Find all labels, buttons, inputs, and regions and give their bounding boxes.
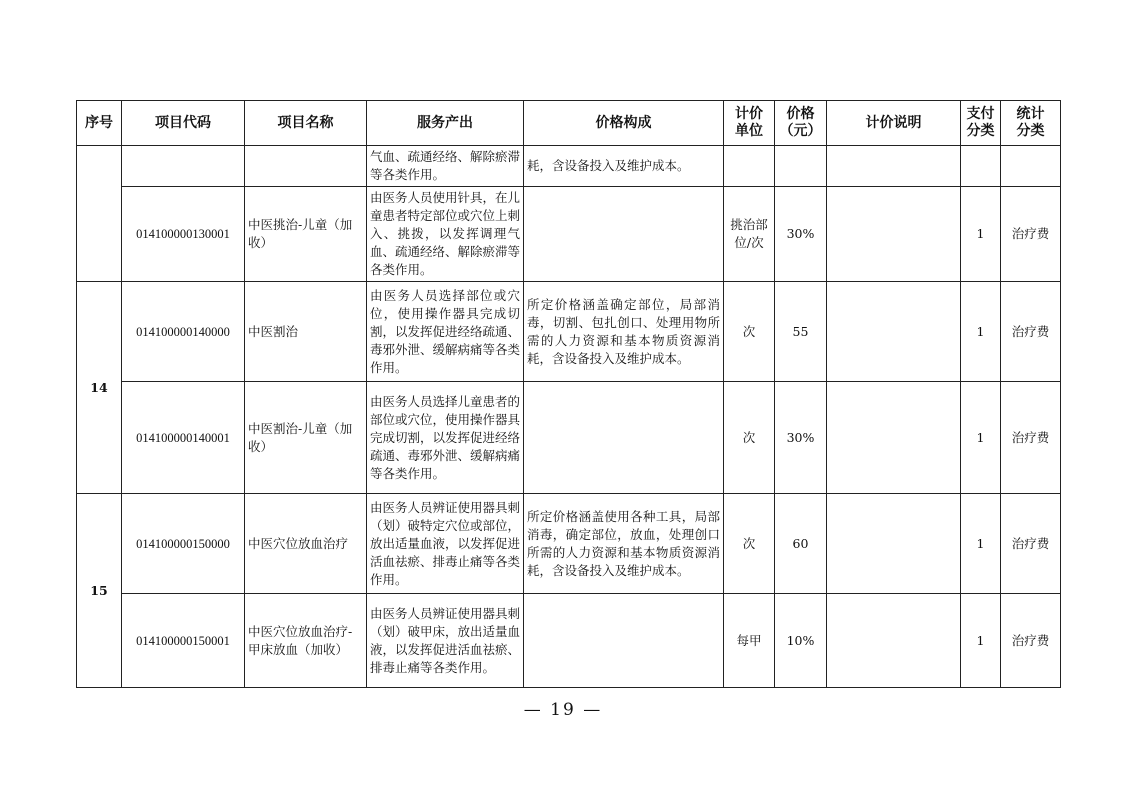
cell-pay: 1 xyxy=(961,494,1001,594)
cell-unit: 每甲 xyxy=(724,594,775,688)
cell-service: 气血、疏通经络、解除瘀滞等各类作用。 xyxy=(367,146,524,187)
cell-code: 014100000140000 xyxy=(122,282,245,382)
header-unit xyxy=(724,101,775,146)
header-name: 项目名称 xyxy=(245,101,367,146)
table-header xyxy=(77,101,1061,146)
header-price-line1: 价格 xyxy=(786,106,815,122)
cell-service: 由医务人员使用针具，在儿童患者特定部位或穴位上刺入、挑拨，以发挥调理气血、疏通经络、解除瘀滞等各类作用。 xyxy=(367,187,524,282)
cell-name: 中医挑治-儿童（加收） xyxy=(245,187,367,282)
cell-seq: 15 xyxy=(77,494,122,688)
cell-unit: 次 xyxy=(724,494,775,594)
cell-price xyxy=(775,146,827,187)
header-price xyxy=(775,101,827,146)
cell-pay: 1 xyxy=(961,282,1001,382)
header-unit-line2: 单位 xyxy=(735,123,763,139)
cell-price: 30% xyxy=(775,187,827,282)
cell-name: 中医割治-儿童（加收） xyxy=(245,382,367,494)
cell-name: 中医穴位放血治疗 xyxy=(245,494,367,594)
cell-pay: 1 xyxy=(961,382,1001,494)
cell-price-composition xyxy=(524,187,724,282)
table-row xyxy=(77,382,1061,494)
header-payment-class xyxy=(961,101,1001,146)
cell-price-composition: 所定价格涵盖确定部位，局部消毒，切割、包扎创口、处理用物所需的人力资源和基本物质资源消耗，含设备投入及维护成本。 xyxy=(524,282,724,382)
cell-service: 由医务人员辨证使用器具刺（划）破甲床，放出适量血液，以发挥促进活血祛瘀、排毒止痛等各类作用。 xyxy=(367,594,524,688)
cell-note xyxy=(827,282,961,382)
header-stat-line1: 统计 xyxy=(1016,106,1045,122)
header-service: 服务产出 xyxy=(367,101,524,146)
table-row xyxy=(77,146,1061,187)
cell-price-composition xyxy=(524,594,724,688)
header-seq: 序号 xyxy=(77,101,122,146)
fee-schedule-table xyxy=(76,100,1061,688)
header-code: 项目代码 xyxy=(122,101,245,146)
cell-price: 30% xyxy=(775,382,827,494)
cell-pay xyxy=(961,146,1001,187)
cell-price-composition: 耗，含设备投入及维护成本。 xyxy=(524,146,724,187)
cell-service: 由医务人员辨证使用器具刺（划）破特定穴位或部位，放出适量血液，以发挥促进活血祛瘀、排毒止痛等各类作用。 xyxy=(367,494,524,594)
cell-note xyxy=(827,187,961,282)
cell-name: 中医割治 xyxy=(245,282,367,382)
table-row xyxy=(77,494,1061,594)
header-note: 计价说明 xyxy=(827,101,961,146)
cell-price: 55 xyxy=(775,282,827,382)
cell-stat: 治疗费 xyxy=(1001,594,1061,688)
cell-service: 由医务人员选择部位或穴位，使用操作器具完成切割，以发挥促进经络疏通、毒邪外泄、缓解病痛等各类作用。 xyxy=(367,282,524,382)
table-row xyxy=(77,187,1061,282)
cell-note xyxy=(827,494,961,594)
cell-price-composition: 所定价格涵盖使用各种工具，局部消毒，确定部位，放血，处理创口所需的人力资源和基本物质资源消耗，含设备投入及维护成本。 xyxy=(524,494,724,594)
header-stat-line2: 分类 xyxy=(1016,123,1045,139)
header-row xyxy=(77,101,1061,146)
cell-pay: 1 xyxy=(961,187,1001,282)
cell-unit xyxy=(724,146,775,187)
cell-unit: 次 xyxy=(724,282,775,382)
cell-name: 中医穴位放血治疗-甲床放血（加收） xyxy=(245,594,367,688)
cell-price-composition xyxy=(524,382,724,494)
cell-code: 014100000130001 xyxy=(122,187,245,282)
cell-code: 014100000140001 xyxy=(122,382,245,494)
header-price-line2: （元） xyxy=(779,123,822,139)
cell-name xyxy=(245,146,367,187)
cell-service: 由医务人员选择儿童患者的部位或穴位，使用操作器具完成切割，以发挥促进经络疏通、毒邪外泄、缓解病痛等各类作用。 xyxy=(367,382,524,494)
table-row xyxy=(77,282,1061,382)
header-price-composition: 价格构成 xyxy=(524,101,724,146)
cell-pay: 1 xyxy=(961,594,1001,688)
cell-unit: 挑治部位/次 xyxy=(724,187,775,282)
cell-note xyxy=(827,382,961,494)
cell-stat: 治疗费 xyxy=(1001,494,1061,594)
cell-note xyxy=(827,594,961,688)
cell-code xyxy=(122,146,245,187)
cell-stat: 治疗费 xyxy=(1001,187,1061,282)
cell-unit: 次 xyxy=(724,382,775,494)
header-statistics-class xyxy=(1001,101,1061,146)
cell-seq xyxy=(77,146,122,282)
header-pay-line1: 支付 xyxy=(966,106,995,122)
table-body xyxy=(77,146,1061,688)
cell-stat xyxy=(1001,146,1061,187)
cell-seq: 14 xyxy=(77,282,122,494)
cell-note xyxy=(827,146,961,187)
header-unit-line1: 计价 xyxy=(735,106,763,122)
cell-price: 10% xyxy=(775,594,827,688)
cell-price: 60 xyxy=(775,494,827,594)
cell-stat: 治疗费 xyxy=(1001,382,1061,494)
cell-stat: 治疗费 xyxy=(1001,282,1061,382)
table-row xyxy=(77,594,1061,688)
cell-code: 014100000150000 xyxy=(122,494,245,594)
cell-code: 014100000150001 xyxy=(122,594,245,688)
header-pay-line2: 分类 xyxy=(966,123,995,139)
page-number: — 19 — xyxy=(523,700,603,720)
